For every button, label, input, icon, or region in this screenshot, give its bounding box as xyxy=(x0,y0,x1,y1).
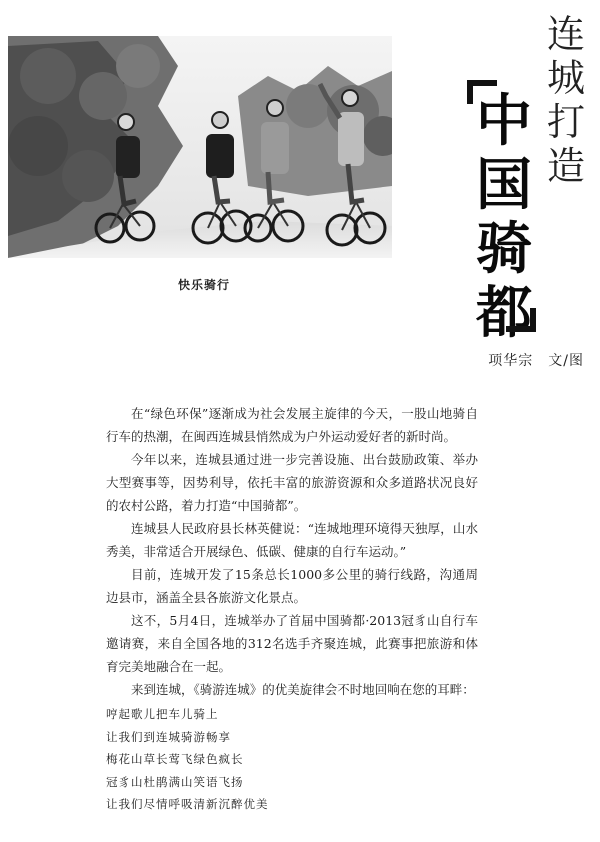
paragraph: 这不，5月4日，连城举办了首届中国骑都·2013冠豸山自行车邀请赛，来自全国各地的312名选手齐聚连城，此赛事把旅游和体育完美地融合在一起。 xyxy=(106,613,478,674)
paragraph: 连城县人民政府县长林英健说：“连城地理环境得天独厚，山水秀美，非常适合开展绿色、低碳、健康的自行车运动。” xyxy=(106,521,478,559)
poem-lyrics xyxy=(106,703,478,816)
paragraph: 今年以来，连城县通过进一步完善设施、出台鼓励政策、举办大型赛事等，因势利导，依托丰富的旅游资源和众多道路状况良好的农村公路，着力打造“中国骑都”。 xyxy=(106,452,478,513)
paragraph: 来到连城，《骑游连城》的优美旋律会不时地回响在您的耳畔： xyxy=(131,682,475,697)
paragraph: 目前，连城开发了15条总长1000多公里的骑行线路，沟通周边县市，涵盖全县各旅游文化景点。 xyxy=(106,567,478,605)
article-body xyxy=(106,402,478,816)
poem-line: 哼起歌儿把车儿骑上 xyxy=(106,707,219,721)
photo-caption: 快乐骑行 xyxy=(178,278,231,292)
title-bracket-close xyxy=(506,308,536,332)
page-title: 中国骑都 xyxy=(476,89,532,346)
poem-line: 让我们到连城骑游畅享 xyxy=(106,729,231,744)
cycling-photo xyxy=(8,36,392,258)
byline: 项华宗 文/图 xyxy=(488,353,584,369)
subtitle-vertical: 连城打造 xyxy=(546,12,585,188)
poem-line: 冠豸山杜鹃满山笑语飞扬 xyxy=(106,774,244,789)
poem-line: 让我们尽情呼吸清新沉醉优美 xyxy=(106,797,269,811)
poem-line: 梅花山草长莺飞绿色疯长 xyxy=(106,752,244,766)
paragraph: 在“绿色环保”逐渐成为社会发展主旋律的今天，一股山地骑自行车的热潮，在闽西连城县悄然成为户外运动爱好者的新时尚。 xyxy=(106,406,478,444)
